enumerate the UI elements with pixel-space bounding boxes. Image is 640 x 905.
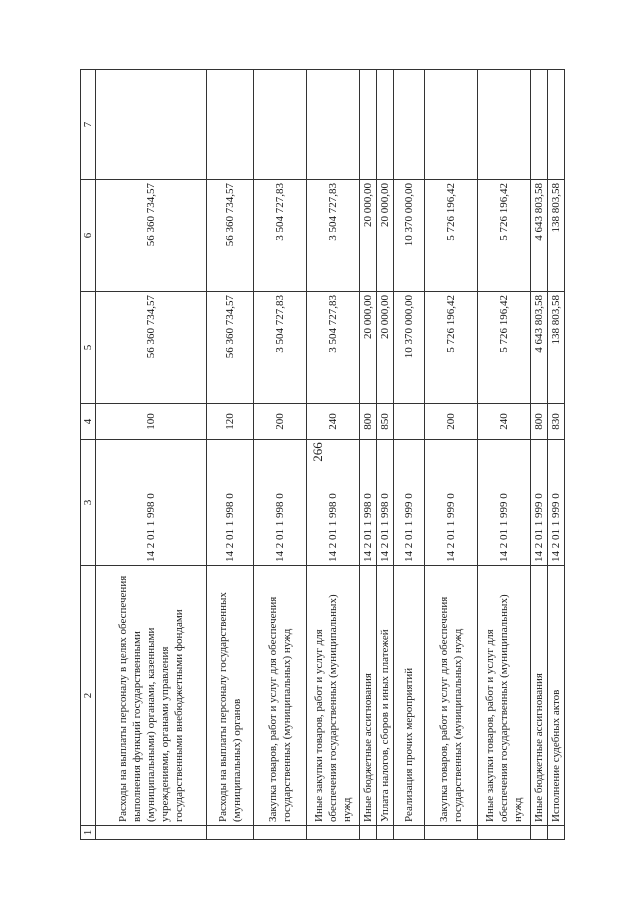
row-index-cell xyxy=(207,826,254,840)
row-value-6: 3 504 727,83 xyxy=(254,180,307,292)
row-value-6: 3 504 727,83 xyxy=(307,180,360,292)
row-name: Иные бюджетные ассигнования xyxy=(531,566,548,826)
row-name: Уплата налогов, сборов и иных платежей xyxy=(377,566,394,826)
row-name: Расходы на выплаты персоналу государственных (муниципальных) органов xyxy=(207,566,254,826)
row-value-5: 5 726 196,42 xyxy=(478,292,531,404)
row-name: Иные закупки товаров, работ и услуг для обеспечения государственных (муниципальных) нужд xyxy=(478,566,531,826)
row-value-6: 5 726 196,42 xyxy=(425,180,478,292)
budget-table xyxy=(80,69,565,840)
row-value-7 xyxy=(548,70,565,180)
header-col-6: 6 xyxy=(81,180,96,292)
row-code: 14 2 01 1 999 0 xyxy=(548,440,565,566)
row-type xyxy=(394,404,425,440)
row-code: 14 2 01 1 999 0 xyxy=(425,440,478,566)
row-value-7 xyxy=(425,70,478,180)
row-index-cell xyxy=(377,826,394,840)
row-index-cell xyxy=(254,826,307,840)
row-value-7 xyxy=(207,70,254,180)
page-number: 266 xyxy=(310,442,325,462)
row-value-5: 3 504 727,83 xyxy=(254,292,307,404)
row-code: 14 2 01 1 998 0 xyxy=(254,440,307,566)
table-row xyxy=(207,70,254,840)
row-index-cell xyxy=(360,826,377,840)
header-col-1: 1 xyxy=(81,826,96,840)
header-col-7: 7 xyxy=(81,70,96,180)
row-value-7 xyxy=(394,70,425,180)
row-value-6: 5 726 196,42 xyxy=(478,180,531,292)
row-name: Реализация прочих мероприятий xyxy=(394,566,425,826)
row-value-6: 4 643 803,58 xyxy=(531,180,548,292)
header-col-3: 3 xyxy=(81,440,96,566)
table-row xyxy=(531,70,548,840)
row-type: 800 xyxy=(531,404,548,440)
row-type: 240 xyxy=(478,404,531,440)
row-value-7 xyxy=(254,70,307,180)
row-value-6: 20 000,00 xyxy=(377,180,394,292)
row-code: 14 2 01 1 998 0 xyxy=(377,440,394,566)
row-index-cell xyxy=(394,826,425,840)
table-row xyxy=(96,70,207,840)
table-header-row xyxy=(81,70,96,840)
header-col-4: 4 xyxy=(81,404,96,440)
row-code: 14 2 01 1 998 0 xyxy=(96,440,207,566)
row-index-cell xyxy=(307,826,360,840)
row-type: 200 xyxy=(425,404,478,440)
row-code: 14 2 01 1 999 0 xyxy=(394,440,425,566)
row-type: 850 xyxy=(377,404,394,440)
row-name: Иные бюджетные ассигнования xyxy=(360,566,377,826)
row-index-cell xyxy=(478,826,531,840)
table-row xyxy=(425,70,478,840)
row-code: 14 2 01 1 999 0 xyxy=(478,440,531,566)
row-value-5: 56 360 734,57 xyxy=(96,292,207,404)
row-name: Исполнение судебных актов xyxy=(548,566,565,826)
row-value-5: 20 000,00 xyxy=(377,292,394,404)
row-name: Расходы на выплаты персоналу в целях обеспечения выполнения функций государственными (муниципальными) органами, казенными учреждениями, органами управления государственными внебюджетными фондами xyxy=(96,566,207,826)
row-code: 14 2 01 1 998 0 xyxy=(207,440,254,566)
row-name: Иные закупки товаров, работ и услуг для обеспечения государственных (муниципальных) нужд xyxy=(307,566,360,826)
row-name: Закупка товаров, работ и услуг для обеспечения государственных (муниципальных) нужд xyxy=(425,566,478,826)
row-value-5: 3 504 727,83 xyxy=(307,292,360,404)
row-value-7 xyxy=(478,70,531,180)
rotated-table-container xyxy=(80,70,562,840)
row-value-7 xyxy=(360,70,377,180)
row-index-cell xyxy=(531,826,548,840)
row-value-7 xyxy=(531,70,548,180)
row-value-5: 4 643 803,58 xyxy=(531,292,548,404)
table-row xyxy=(360,70,377,840)
row-index-cell xyxy=(96,826,207,840)
row-value-7 xyxy=(307,70,360,180)
row-value-7 xyxy=(96,70,207,180)
row-value-6: 138 803,58 xyxy=(548,180,565,292)
row-code: 14 2 01 1 999 0 xyxy=(531,440,548,566)
table-row xyxy=(394,70,425,840)
header-col-5: 5 xyxy=(81,292,96,404)
row-value-6: 56 360 734,57 xyxy=(96,180,207,292)
row-value-5: 138 803,58 xyxy=(548,292,565,404)
row-value-6: 10 370 000,00 xyxy=(394,180,425,292)
row-value-6: 20 000,00 xyxy=(360,180,377,292)
row-value-6: 56 360 734,57 xyxy=(207,180,254,292)
row-type: 830 xyxy=(548,404,565,440)
table-row xyxy=(377,70,394,840)
row-index-cell xyxy=(425,826,478,840)
table-row xyxy=(548,70,565,840)
row-code: 14 2 01 1 998 0 xyxy=(360,440,377,566)
table-row xyxy=(307,70,360,840)
row-value-5: 5 726 196,42 xyxy=(425,292,478,404)
header-col-2: 2 xyxy=(81,566,96,826)
row-index-cell xyxy=(548,826,565,840)
row-name: Закупка товаров, работ и услуг для обеспечения государственных (муниципальных) нужд xyxy=(254,566,307,826)
row-value-5: 20 000,00 xyxy=(360,292,377,404)
row-value-5: 10 370 000,00 xyxy=(394,292,425,404)
row-type: 200 xyxy=(254,404,307,440)
row-type: 120 xyxy=(207,404,254,440)
row-type: 240 xyxy=(307,404,360,440)
row-type: 800 xyxy=(360,404,377,440)
row-type: 100 xyxy=(96,404,207,440)
row-value-5: 56 360 734,57 xyxy=(207,292,254,404)
table-row xyxy=(478,70,531,840)
row-code: 14 2 01 1 998 0 xyxy=(307,440,360,566)
row-value-7 xyxy=(377,70,394,180)
table-row xyxy=(254,70,307,840)
